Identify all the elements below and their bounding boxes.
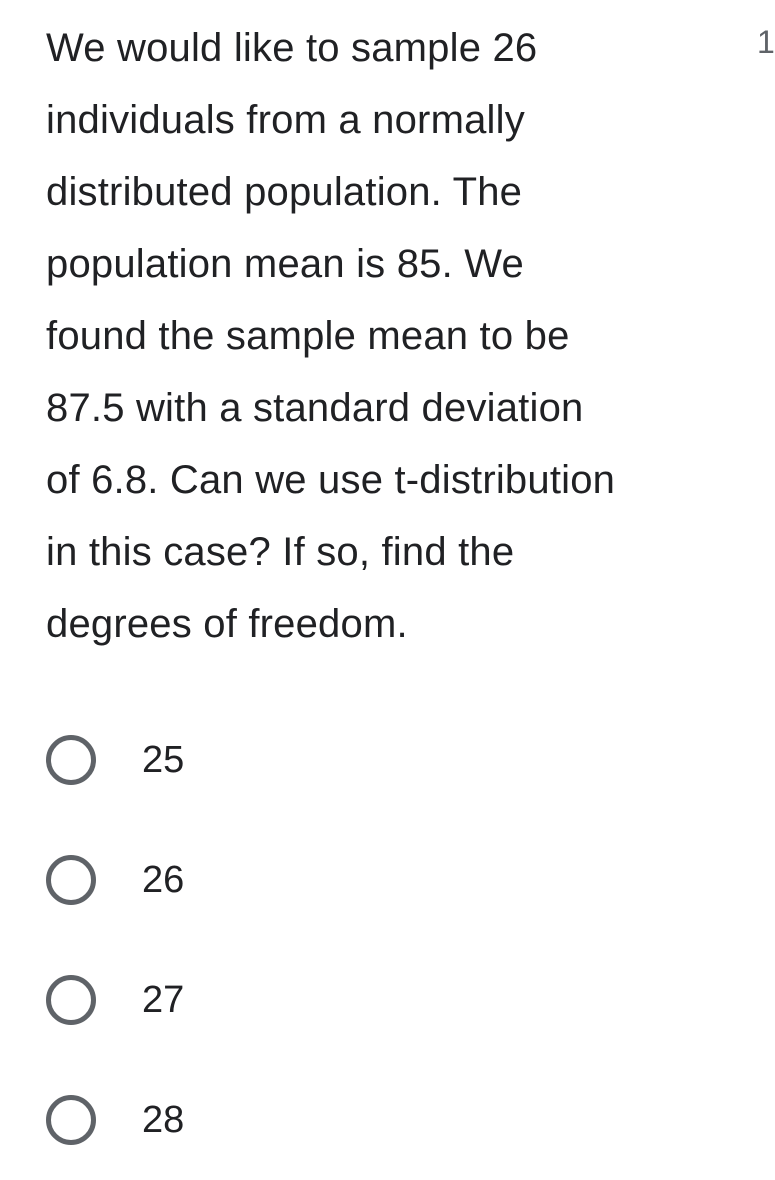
question-line: degrees of freedom. xyxy=(46,602,408,646)
radio-unchecked-icon[interactable] xyxy=(46,735,96,785)
radio-unchecked-icon[interactable] xyxy=(46,1095,96,1145)
question-line: found the sample mean to be xyxy=(46,314,570,358)
question-line: distributed population. The xyxy=(46,170,523,214)
points-badge: 1 xyxy=(757,24,775,60)
answer-option-28[interactable] xyxy=(46,1060,726,1180)
answer-option-25[interactable] xyxy=(46,700,726,820)
question-text xyxy=(46,12,736,660)
question-line: 87.5 with a standard deviation xyxy=(46,386,584,430)
answer-option-27[interactable] xyxy=(46,940,726,1060)
option-label: 27 xyxy=(142,978,185,1021)
option-label: 25 xyxy=(142,738,185,781)
question-line: individuals from a normally xyxy=(46,98,525,142)
question-line: We would like to sample 26 xyxy=(46,26,538,70)
radio-unchecked-icon[interactable] xyxy=(46,855,96,905)
answer-options xyxy=(46,700,726,1180)
radio-unchecked-icon[interactable] xyxy=(46,975,96,1025)
option-label: 28 xyxy=(142,1098,185,1141)
answer-option-26[interactable] xyxy=(46,820,726,940)
option-label: 26 xyxy=(142,858,185,901)
question-line: of 6.8. Can we use t-distribution xyxy=(46,458,616,502)
question-line: in this case? If so, find the xyxy=(46,530,515,574)
question-line: population mean is 85. We xyxy=(46,242,524,286)
